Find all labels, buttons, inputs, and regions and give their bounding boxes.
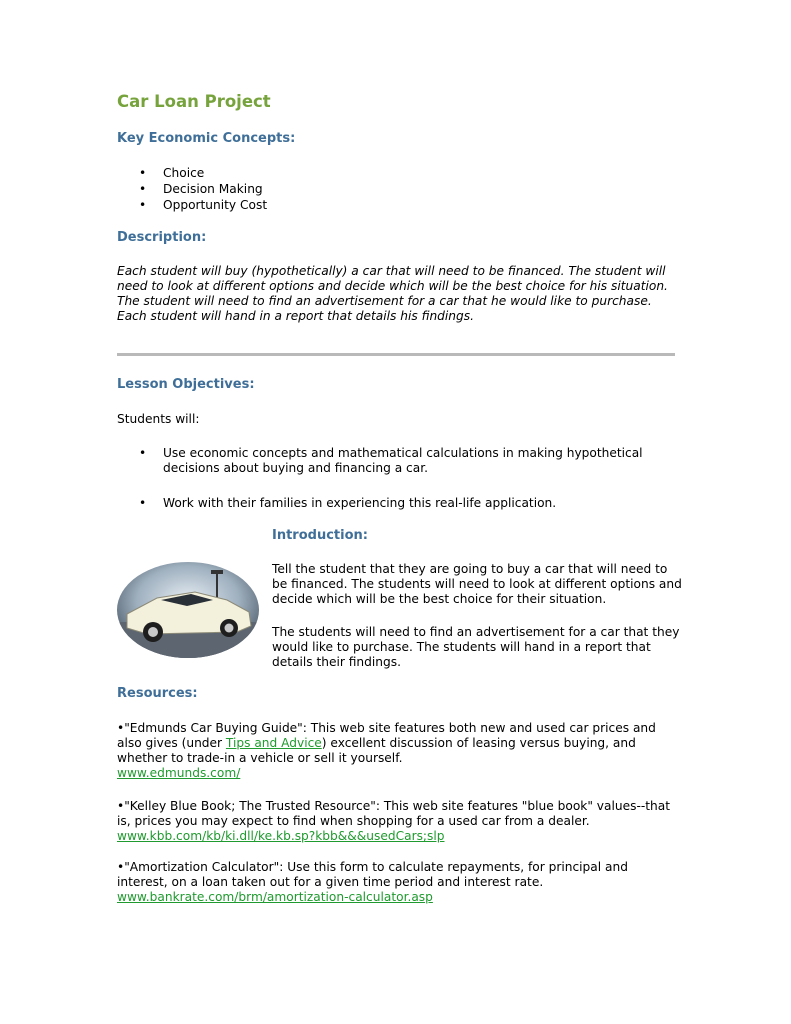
edmunds-link[interactable]: www.edmunds.com/: [117, 766, 241, 780]
bankrate-link[interactable]: www.bankrate.com/brm/amortization-calculator.asp: [117, 890, 433, 904]
resource-edmunds: [117, 721, 677, 781]
resources-heading: Resources:: [117, 686, 198, 701]
description-heading: Description:: [117, 230, 207, 245]
introduction-para-2: The students will need to find an advertisement for a car that they would like to purchase. The students will hand in a report that details their findings.: [272, 625, 680, 669]
objectives-list: [117, 446, 681, 476]
list-item: • Opportunity Cost: [117, 197, 677, 213]
resource-text: •"Amortization Calculator": Use this form to calculate repayments, for principal and interest, on a loan taken out for a given time period and interest rate.: [117, 860, 628, 889]
objectives-heading: Lesson Objectives:: [117, 377, 255, 392]
list-item: • Decision Making: [117, 181, 677, 197]
introduction-heading: Introduction:: [272, 528, 368, 543]
page-title: Car Loan Project: [117, 92, 271, 111]
objectives-list-2: [117, 495, 681, 511]
description-text: Each student will buy (hypothetically) a car that will need to be financed. The student will need to look at different options and decide which will be the best choice for his situation. The student will need to find an advertisement for a car that he would like to purchase. Each student will hand in a report that details his findings.: [117, 264, 668, 323]
list-item: • Choice: [117, 165, 677, 181]
resource-bankrate: [117, 860, 677, 905]
list-item: • Use economic concepts and mathematical calculations in making hypothetical decisions about buying and financing a car.: [117, 446, 681, 476]
resource-text: ) excellent discussion of leasing versus buying, and whether to trade-in a vehicle or sell it yourself.: [117, 736, 636, 765]
key-concepts-heading: Key Economic Concepts:: [117, 131, 296, 146]
resource-text: •"Edmunds Car Buying Guide": This web site features both new and used car prices and also gives (under: [117, 721, 656, 750]
list-item: • Work with their families in experiencing this real-life application.: [117, 495, 681, 511]
kbb-link[interactable]: www.kbb.com/kb/ki.dll/ke.kb.sp?kbb&&&usedCars;slp: [117, 829, 445, 843]
tips-and-advice-link[interactable]: Tips and Advice: [225, 736, 322, 750]
objectives-intro: Students will:: [117, 412, 200, 426]
resource-kbb: [117, 799, 677, 844]
resource-text: •"Kelley Blue Book; The Trusted Resource": This web site features "blue book" values--that is, prices you may expect to find when shopping for a used car from a dealer.: [117, 799, 670, 828]
key-concepts-list: [117, 165, 677, 213]
introduction-para-1: Tell the student that they are going to buy a car that will need to be financed. The students will need to look at different options and decide which will be the best choice for their situation.: [272, 562, 682, 606]
horizontal-divider: [117, 353, 675, 356]
car-image: [117, 562, 259, 658]
